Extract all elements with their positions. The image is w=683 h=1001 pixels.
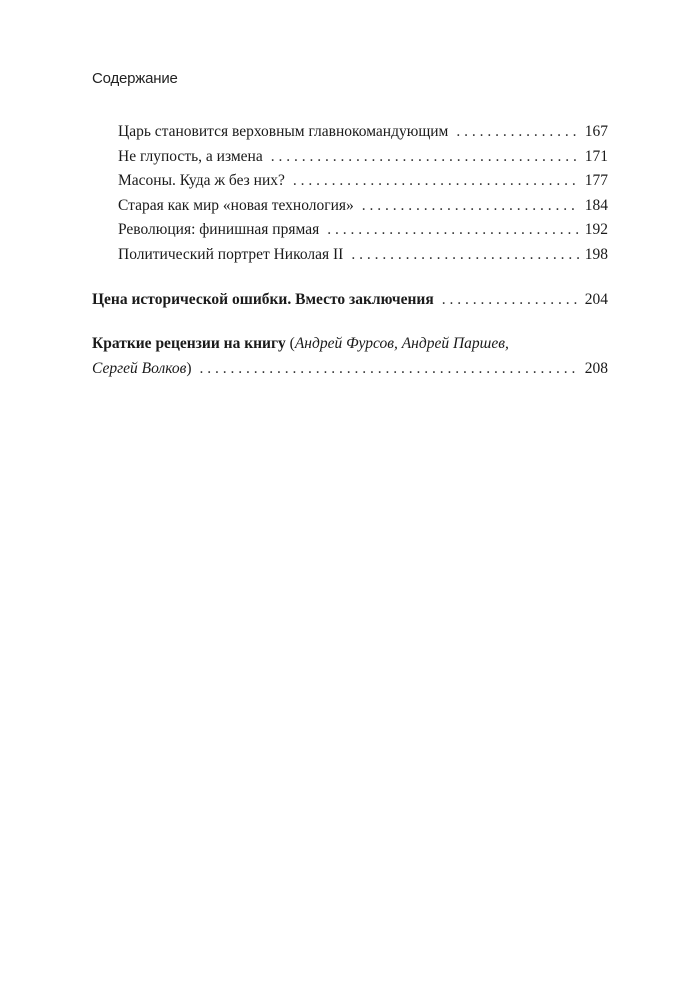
dot-leader [327, 218, 579, 243]
toc-entry[interactable] [92, 243, 608, 268]
toc-entry-page: 192 [584, 221, 608, 239]
toc-entry[interactable] [92, 218, 608, 243]
dot-leader [293, 169, 579, 194]
toc-entry-title: Революция: финишная прямая [118, 221, 320, 239]
reviews-second-line [92, 357, 608, 382]
toc-entry-title: Цена исторической ошибки. Вместо заключения [92, 290, 434, 308]
toc-entry[interactable] [92, 120, 608, 145]
toc-entry-page: 184 [584, 196, 608, 214]
toc-entry-reviews[interactable] [92, 332, 608, 381]
toc-entry[interactable] [92, 194, 608, 219]
reviews-first-line: Краткие рецензии на книгу (Андрей Фурсов, Андрей Паршев, [92, 335, 509, 353]
running-head: Содержание [92, 70, 178, 87]
toc-entry-conclusion[interactable] [92, 288, 608, 313]
toc-entry-page: 177 [584, 172, 608, 190]
dot-leader [362, 194, 579, 219]
toc-entry-title: Царь становится верховным главнокомандующим [118, 123, 449, 140]
dot-leader [200, 357, 579, 382]
toc-entry-page: 208 [584, 359, 608, 377]
dot-leader [351, 243, 578, 268]
toc-entry-page: 171 [584, 147, 608, 165]
toc-entry-page: 198 [584, 245, 608, 263]
dot-leader [456, 120, 578, 145]
dot-leader [442, 288, 579, 313]
toc-entry-page: 167 [584, 123, 608, 140]
toc-entry-title: Старая как мир «новая технология» [118, 196, 354, 214]
toc-entry[interactable] [92, 169, 608, 194]
table-of-contents [92, 120, 608, 381]
reviews-authors-line1: Андрей Фурсов, Андрей Паршев, [294, 335, 509, 353]
toc-entry-page: 204 [584, 290, 608, 308]
toc-entry-title: Масоны. Куда ж без них? [118, 172, 285, 190]
reviews-authors-line2-wrap: Сергей Волков) [92, 359, 192, 377]
dot-leader [271, 145, 579, 170]
toc-entry-title: Политический портрет Николая II [118, 245, 344, 263]
reviews-title: Краткие рецензии на книгу [92, 335, 286, 353]
toc-entry-title: Не глупость, а измена [118, 147, 263, 165]
reviews-authors-line2: Сергей Волков [92, 359, 187, 377]
toc-entry[interactable] [92, 145, 608, 170]
